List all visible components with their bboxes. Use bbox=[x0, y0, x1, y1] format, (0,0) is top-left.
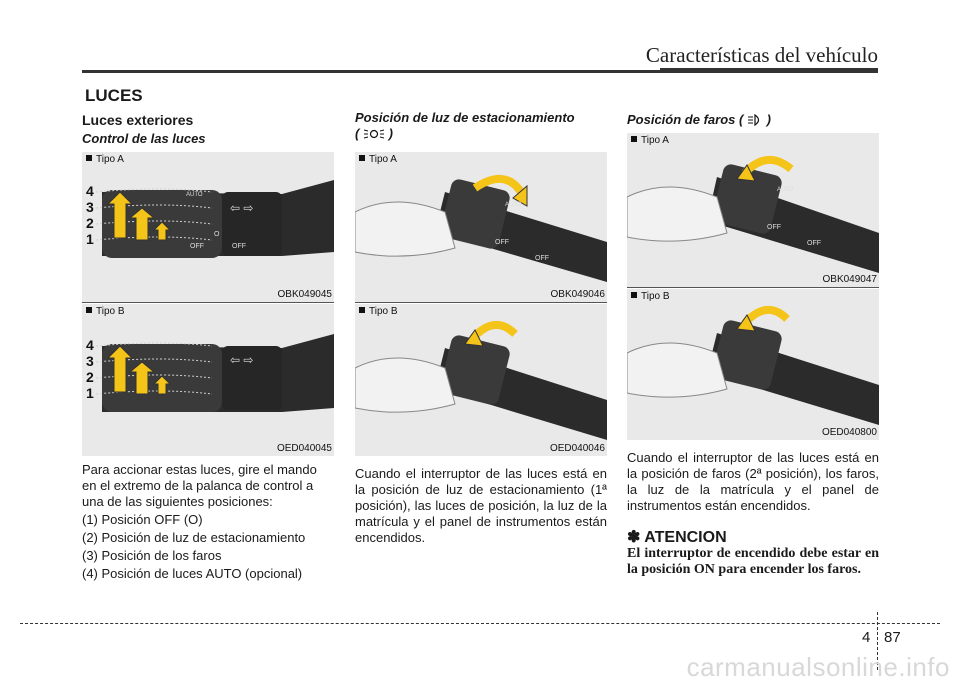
page-number: 87 bbox=[884, 629, 901, 646]
column-1 bbox=[82, 110, 334, 147]
figure-code: OED040800 bbox=[821, 427, 877, 438]
figure-tag: Tipo B bbox=[86, 306, 125, 317]
position-number-1: 1 bbox=[86, 231, 94, 247]
list-item: (1) Posición OFF (O) bbox=[82, 512, 203, 527]
light-stalk-illustration bbox=[82, 304, 334, 456]
col1-body-text bbox=[82, 462, 334, 584]
stalk-label-off-2: OFF bbox=[232, 243, 246, 250]
parking-light-icon bbox=[363, 128, 385, 140]
figure-code: OBK049047 bbox=[822, 274, 877, 285]
stalk-label-off-2: OFF bbox=[807, 240, 821, 247]
position-number-2: 2 bbox=[86, 215, 94, 231]
figure-separator bbox=[355, 302, 607, 303]
figure-code: OBK049045 bbox=[277, 289, 332, 300]
hand-turning-stalk-illustration bbox=[627, 289, 879, 440]
position-number-4: 4 bbox=[86, 183, 94, 199]
col3-body-text: Cuando el interruptor de las luces está en la posición de faros (2ª posición), los faros, la luz de la matrícula y el panel de instrumentos están encendidos. bbox=[627, 450, 879, 513]
column-2 bbox=[355, 110, 607, 142]
position-number-1: 1 bbox=[86, 385, 94, 401]
stalk-label-auto: AUTO bbox=[186, 192, 203, 198]
figure-separator bbox=[82, 302, 334, 303]
list-item: (2) Posición de luz de estacionamiento bbox=[82, 530, 306, 545]
running-header-title: Características del vehículo bbox=[645, 43, 878, 67]
stalk-label-auto: AUTO bbox=[777, 187, 794, 193]
figure-tag: Tipo A bbox=[359, 154, 397, 165]
figure-col3-type-a bbox=[627, 133, 879, 287]
list-item: (3) Posición de los faros bbox=[82, 548, 222, 563]
figure-code: OBK049046 bbox=[550, 289, 605, 300]
figure-separator bbox=[627, 287, 879, 288]
figure-col3-type-b bbox=[627, 289, 879, 440]
figure-col1-type-b bbox=[82, 304, 334, 456]
figure-col1-type-a bbox=[82, 152, 334, 302]
paragraph: Para accionar estas luces, gire el mando en el extremo de la palanca de control a una de las siguientes posiciones: bbox=[82, 462, 317, 509]
stalk-label-off: OFF bbox=[190, 243, 204, 250]
section-title: LUCES bbox=[85, 86, 143, 105]
hand-turning-stalk-illustration bbox=[355, 304, 607, 456]
light-stalk-illustration bbox=[82, 152, 334, 302]
figure-code: OED040045 bbox=[276, 443, 332, 454]
footer-rule bbox=[20, 623, 940, 624]
position-number-3: 3 bbox=[86, 353, 94, 369]
figure-tag: Tipo B bbox=[631, 291, 670, 302]
subheading-light-control: Control de las luces bbox=[82, 131, 206, 146]
figure-tag: Tipo A bbox=[631, 135, 669, 146]
svg-text:⇦ ⇨: ⇦ ⇨ bbox=[230, 201, 254, 215]
stalk-label-o: O bbox=[214, 231, 220, 238]
attention-text: El interruptor de encendido debe estar en la posición ON para encender los faros. bbox=[627, 546, 879, 577]
stalk-label-off: OFF bbox=[495, 239, 509, 246]
chapter-number: 4 bbox=[862, 629, 871, 646]
headlight-icon bbox=[747, 114, 763, 126]
stalk-label-auto: AUTO bbox=[505, 202, 522, 208]
stalk-label-off-2: OFF bbox=[535, 255, 549, 262]
col2-body-text: Cuando el interruptor de las luces está en la posición de luz de estacionamiento (1ª posición), las luces de posición, la luz de la matrícula y el panel de instrumentos están encendidos. bbox=[355, 466, 607, 545]
hand-turning-stalk-illustration bbox=[627, 133, 879, 287]
figure-col2-type-b bbox=[355, 304, 607, 456]
subheading-headlight: Posición de faros ( ) bbox=[627, 112, 771, 127]
heading-exterior-lights: Luces exteriores bbox=[82, 112, 194, 128]
figure-tag: Tipo B bbox=[359, 306, 398, 317]
figure-code: OED040046 bbox=[549, 443, 605, 454]
figure-tag: Tipo A bbox=[86, 154, 124, 165]
position-number-4: 4 bbox=[86, 337, 94, 353]
svg-text:⇦ ⇨: ⇦ ⇨ bbox=[230, 353, 254, 367]
figure-col2-type-a bbox=[355, 152, 607, 302]
attention-title: ✽ ATENCION bbox=[627, 529, 727, 546]
hand-turning-stalk-illustration bbox=[355, 152, 607, 302]
subheading-parking-light: Posición de luz de estacionamiento ( ) bbox=[355, 110, 575, 141]
header-rule-accent bbox=[660, 68, 878, 73]
stalk-label-off: OFF bbox=[767, 224, 781, 231]
column-3 bbox=[627, 110, 879, 128]
watermark: carmanualsonline.info bbox=[686, 652, 950, 682]
position-number-2: 2 bbox=[86, 369, 94, 385]
list-item: (4) Posición de luces AUTO (opcional) bbox=[82, 566, 303, 581]
position-number-3: 3 bbox=[86, 199, 94, 215]
